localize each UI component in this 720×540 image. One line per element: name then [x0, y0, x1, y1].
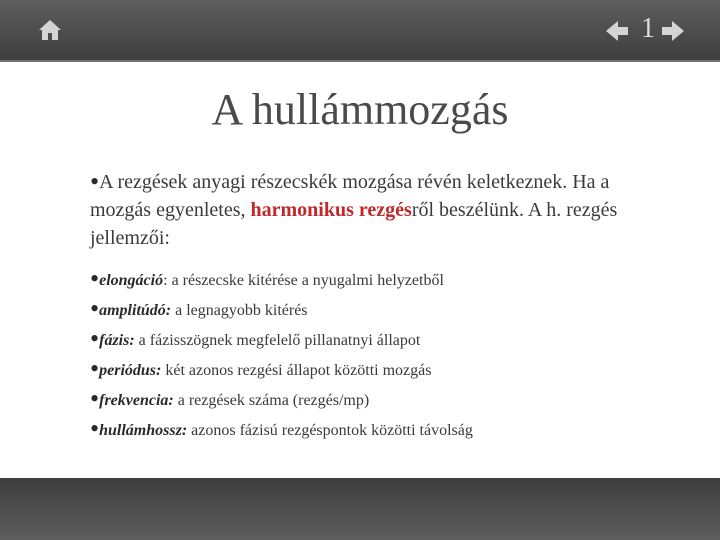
list-item-term: elongáció — [99, 272, 164, 289]
prev-arrow-icon[interactable] — [606, 20, 628, 42]
list-item — [90, 416, 690, 446]
intro-paragraph — [90, 168, 670, 252]
intro-text-start: A rezgések anyagi részecskék mozgása révén keletkeznek. Ha a mozgás egyenletes, — [90, 171, 610, 221]
list-item-text: a rezgések száma (rezgés/mp) — [173, 392, 370, 409]
home-icon[interactable] — [38, 18, 62, 42]
list-item-text: a részecske kitérése a nyugalmi helyzetből — [167, 272, 444, 289]
list-item-text: két azonos rezgési állapot közötti mozgás — [161, 362, 432, 379]
intro-text-end: ről beszélünk. A h. rezgés jellemzői: — [90, 199, 618, 249]
characteristics-list — [90, 266, 690, 446]
list-item-separator: : — [163, 272, 168, 289]
intro-highlight: harmonikus rezgés — [250, 199, 412, 221]
list-item-term: hullámhossz: — [99, 422, 188, 439]
list-item — [90, 386, 690, 416]
page-number: 1 — [641, 13, 655, 44]
top-navigation-bar — [0, 0, 720, 62]
slide-title: A hullámmozgás — [211, 85, 509, 134]
bullet-icon: • — [90, 354, 100, 383]
list-item-term: periódus: — [99, 362, 162, 379]
bullet-icon: • — [90, 414, 100, 443]
list-item-text: a fázisszögnek megfelelő pillanatnyi állapot — [134, 332, 421, 349]
next-arrow-icon[interactable] — [662, 20, 684, 42]
list-item — [90, 266, 690, 296]
list-item — [90, 296, 690, 326]
list-item — [90, 326, 690, 356]
list-item-text: a legnagyobb kitérés — [171, 302, 308, 319]
bottom-bar — [0, 478, 720, 540]
bullet-icon: • — [90, 324, 100, 353]
list-item-text: azonos fázisú rezgéspontok közötti távolság — [187, 422, 473, 439]
bullet-icon: • — [90, 294, 100, 323]
bullet-icon: • — [90, 264, 100, 293]
bullet-icon: • — [90, 167, 100, 196]
list-item — [90, 356, 690, 386]
list-item-term: amplitúdó: — [99, 302, 172, 319]
list-item-term: frekvencia: — [99, 392, 174, 409]
bullet-icon: • — [90, 384, 100, 413]
list-item-term: fázis: — [99, 332, 135, 349]
